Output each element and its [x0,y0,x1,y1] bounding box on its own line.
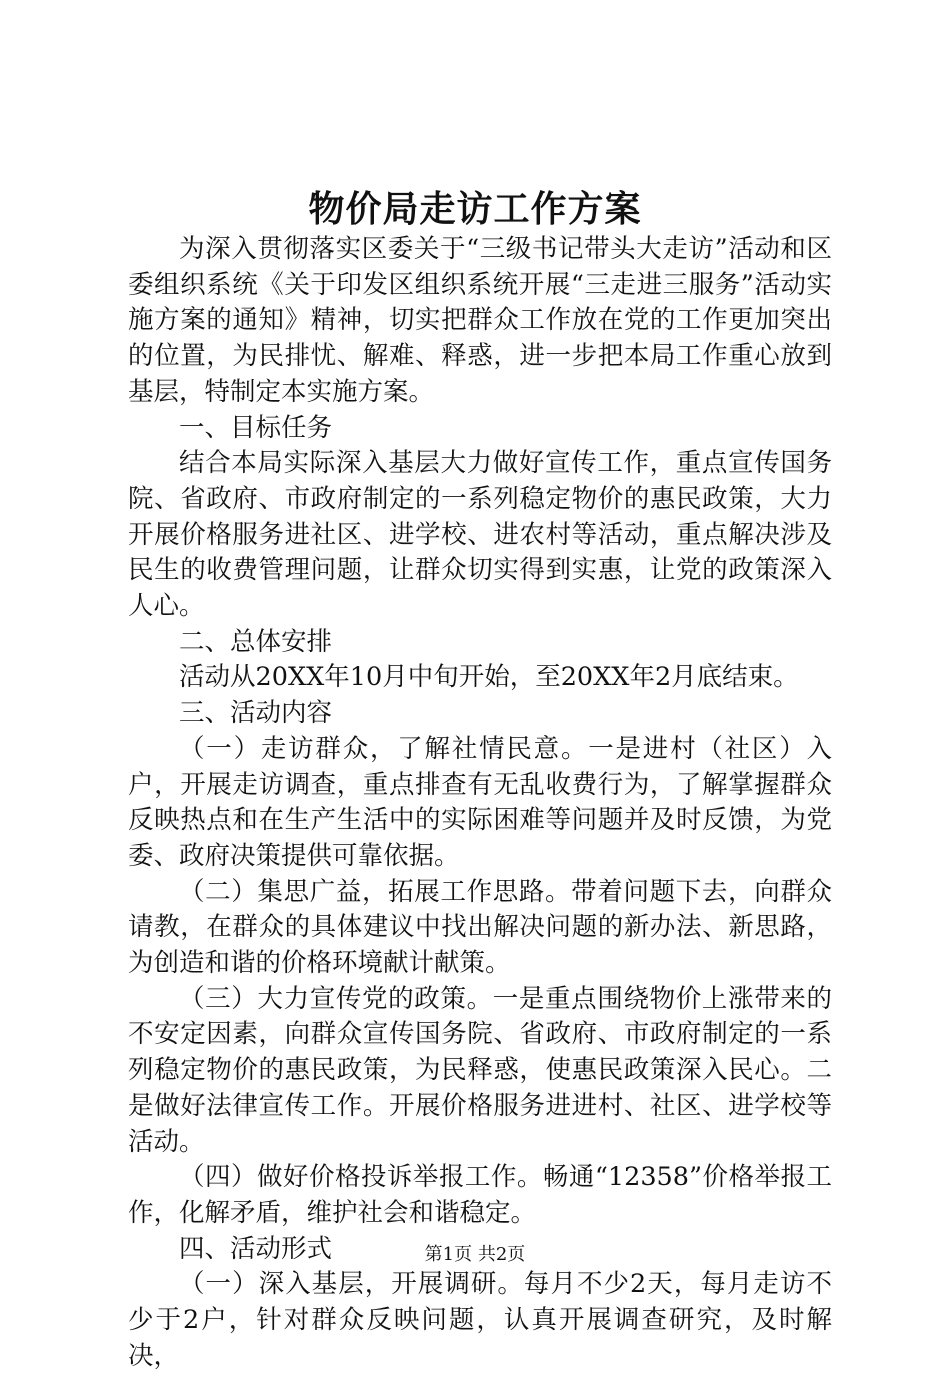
paragraph-intro: 为深入贯彻落实区委关于“三级书记带头大走访”活动和区委组织系统《关于印发区组织系统开展“三走进三服务”活动实施方案的通知》精神，切实把群众工作放在党的工作更加突出的位置，为民排忧、解难、释惑，进一步把本局工作重心放到基层，特制定本实施方案。 [128,234,832,407]
paragraph-content-2: （二）集思广益，拓展工作思路。带着问题下去，向群众请教，在群众的具体建议中找出解决问题的新办法、新思路，为创造和谐的价格环境献计献策。 [128,876,832,979]
section-heading-goals: 一、目标任务 [179,412,333,443]
paragraph-schedule: 活动从20XX年10月中旬开始，至20XX年2月底结束。 [179,662,799,693]
paragraph-content-1: （一）走访群众，了解社情民意。一是进村（社区）入户，开展走访调查，重点排查有无乱收费行为，了解掌握群众反映热点和在生产生活中的实际困难等问题并及时反馈，为党委、政府决策提供可靠依据。 [128,733,832,871]
document-title: 物价局走访工作方案 [308,188,642,230]
paragraph-forms-1: （一）深入基层，开展调研。每月不少2天，每月走访不少于2户，针对群众反映问题，认真开展调查研究，及时解决， [128,1269,832,1371]
section-heading-forms: 四、活动形式 [179,1233,333,1264]
paragraph-content-4: （四）做好价格投诉举报工作。畅通“12358”价格举报工作，化解矛盾，维护社会和谐稳定。 [128,1162,832,1228]
document-body [128,232,832,1375]
paragraph-goals: 结合本局实际深入基层大力做好宣传工作，重点宣传国务院、省政府、市政府制定的一系列稳定物价的惠民政策，大力开展价格服务进社区、进学校、进农村等活动，重点解决涉及民生的收费管理问题，让群众切实得到实惠，让党的政策深入人心。 [128,448,832,622]
paragraph-content-3: （三）大力宣传党的政策。一是重点围绕物价上涨带来的不安定因素，向群众宣传国务院、省政府、市政府制定的一系列稳定物价的惠民政策，为民释惑，使惠民政策深入民心。二是做好法律宣传工作。开展价格服务进进村、社区、进学校等活动。 [128,983,832,1157]
section-heading-schedule: 二、总体安排 [179,626,333,657]
page-number-footer: 第1页 共2页 [424,1244,526,1265]
section-heading-content: 三、活动内容 [179,698,333,729]
